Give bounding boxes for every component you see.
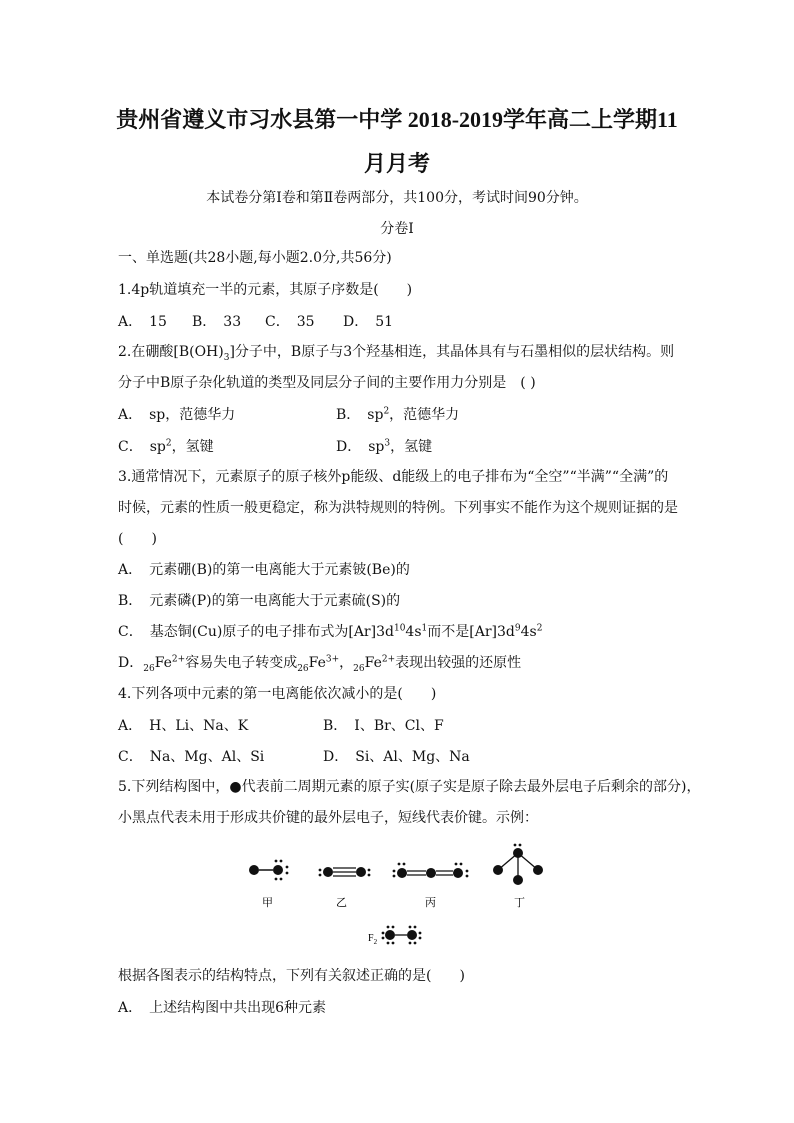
- q1-option-d: D． 51: [343, 314, 394, 330]
- q2-option-b: B． $sp^2$，范德华力: [336, 406, 460, 423]
- q2-option-c: C． $sp^2$，氢键: [118, 438, 214, 455]
- label-jia: 甲: [262, 897, 273, 909]
- structure-bing: [393, 863, 469, 909]
- label-yi: 乙: [336, 897, 347, 909]
- q1-option-a: A． 15: [118, 314, 167, 330]
- label-f2: $F_2$: [368, 933, 378, 946]
- q3-stem-line3: ( ): [118, 531, 157, 547]
- q3-option-a: A． 元素硼(B)的第一电离能大于元素铍(Be)的: [118, 562, 410, 578]
- structure-yi: [319, 867, 371, 909]
- q5-stem-line2: 小黑点代表未用于形成共价键的最外层电子，短线代表价键。示例：: [118, 810, 538, 826]
- part-heading: 分卷Ⅰ: [380, 221, 414, 237]
- exam-intro: 本试卷分第Ⅰ卷和第Ⅱ卷两部分，共100分，考试时间90分钟。: [206, 190, 588, 206]
- label-bing: 丙: [425, 897, 436, 909]
- section-heading: 一、单选题(共28小题,每小题2.0分,共56分): [118, 250, 392, 266]
- q1-option-c: C． 35: [265, 314, 315, 330]
- q4-option-c: C． Na、Mg、Al、Si: [118, 749, 265, 765]
- q3-stem-line1: 3.通常情况下，元素原子的原子核外p能级、d能级上的电子排布为“全空”“半满”“全满”的: [118, 469, 669, 485]
- structure-ding: [493, 844, 543, 909]
- exam-title-line2: 月月考: [363, 151, 430, 176]
- q4-option-d: D． Si、Al、Mg、Na: [323, 749, 470, 765]
- structure-jia: [249, 860, 288, 909]
- q5-stem-line3: 根据各图表示的结构特点，下列有关叙述正确的是( ): [118, 968, 465, 984]
- q3-option-d: D．$_{26}Fe^{2+}$容易失电子转变成$_{26}Fe^{3+}$，$_{26}Fe^{2+}$表现出较强的还原性: [118, 654, 522, 674]
- q3-option-c: C． 基态铜(Cu)原子的电子排布式为$[Ar]3d^{10}4s^1$而不是$[Ar]3d^94s^2$: [118, 623, 543, 640]
- q3-stem-line2: 时候，元素的性质一般更稳定，称为洪特规则的特例。下列事实不能作为这个规则证据的是: [118, 500, 678, 516]
- exam-title-line1: 贵州省遵义市习水县第一中学 2018-2019学年高二上学期11: [116, 107, 678, 132]
- lewis-structure-diagram: [240, 836, 560, 946]
- q4-option-b: B． I、Br、Cl、F: [323, 718, 444, 734]
- q1-stem: 1.4p轨道填充一半的元素，其原子序数是( ): [118, 282, 413, 298]
- label-ding: 丁: [514, 897, 525, 909]
- q2-option-d: D． $sp^3$，氢键: [336, 438, 433, 455]
- q5-stem-line1: 5.下列结构图中，●代表前二周期元素的原子实(原子实是原子除去最外层电子后剩余的部分)，: [118, 779, 701, 795]
- q4-stem: 4.下列各项中元素的第一电离能依次减小的是( ): [118, 686, 437, 702]
- q2-stem-line2: 分子中B原子杂化轨道的类型及同层分子间的主要作用力分别是 ( ): [118, 375, 536, 391]
- q4-option-a: A． H、Li、Na、K: [118, 718, 249, 734]
- q5-option-a: A． 上述结构图中共出现6种元素: [118, 1000, 327, 1016]
- q2-option-a: A． sp，范德华力: [118, 407, 236, 423]
- q3-option-b: B． 元素磷(P)的第一电离能大于元素硫(S)的: [118, 593, 401, 609]
- q2-stem-line1: 2.在硼酸$[B(OH)_3]$分子中，B原子与3个羟基相连，其晶体具有与石墨相似的层状结构。则: [118, 344, 675, 363]
- structure-f2: [368, 926, 421, 946]
- q1-option-b: B． 33: [192, 314, 242, 330]
